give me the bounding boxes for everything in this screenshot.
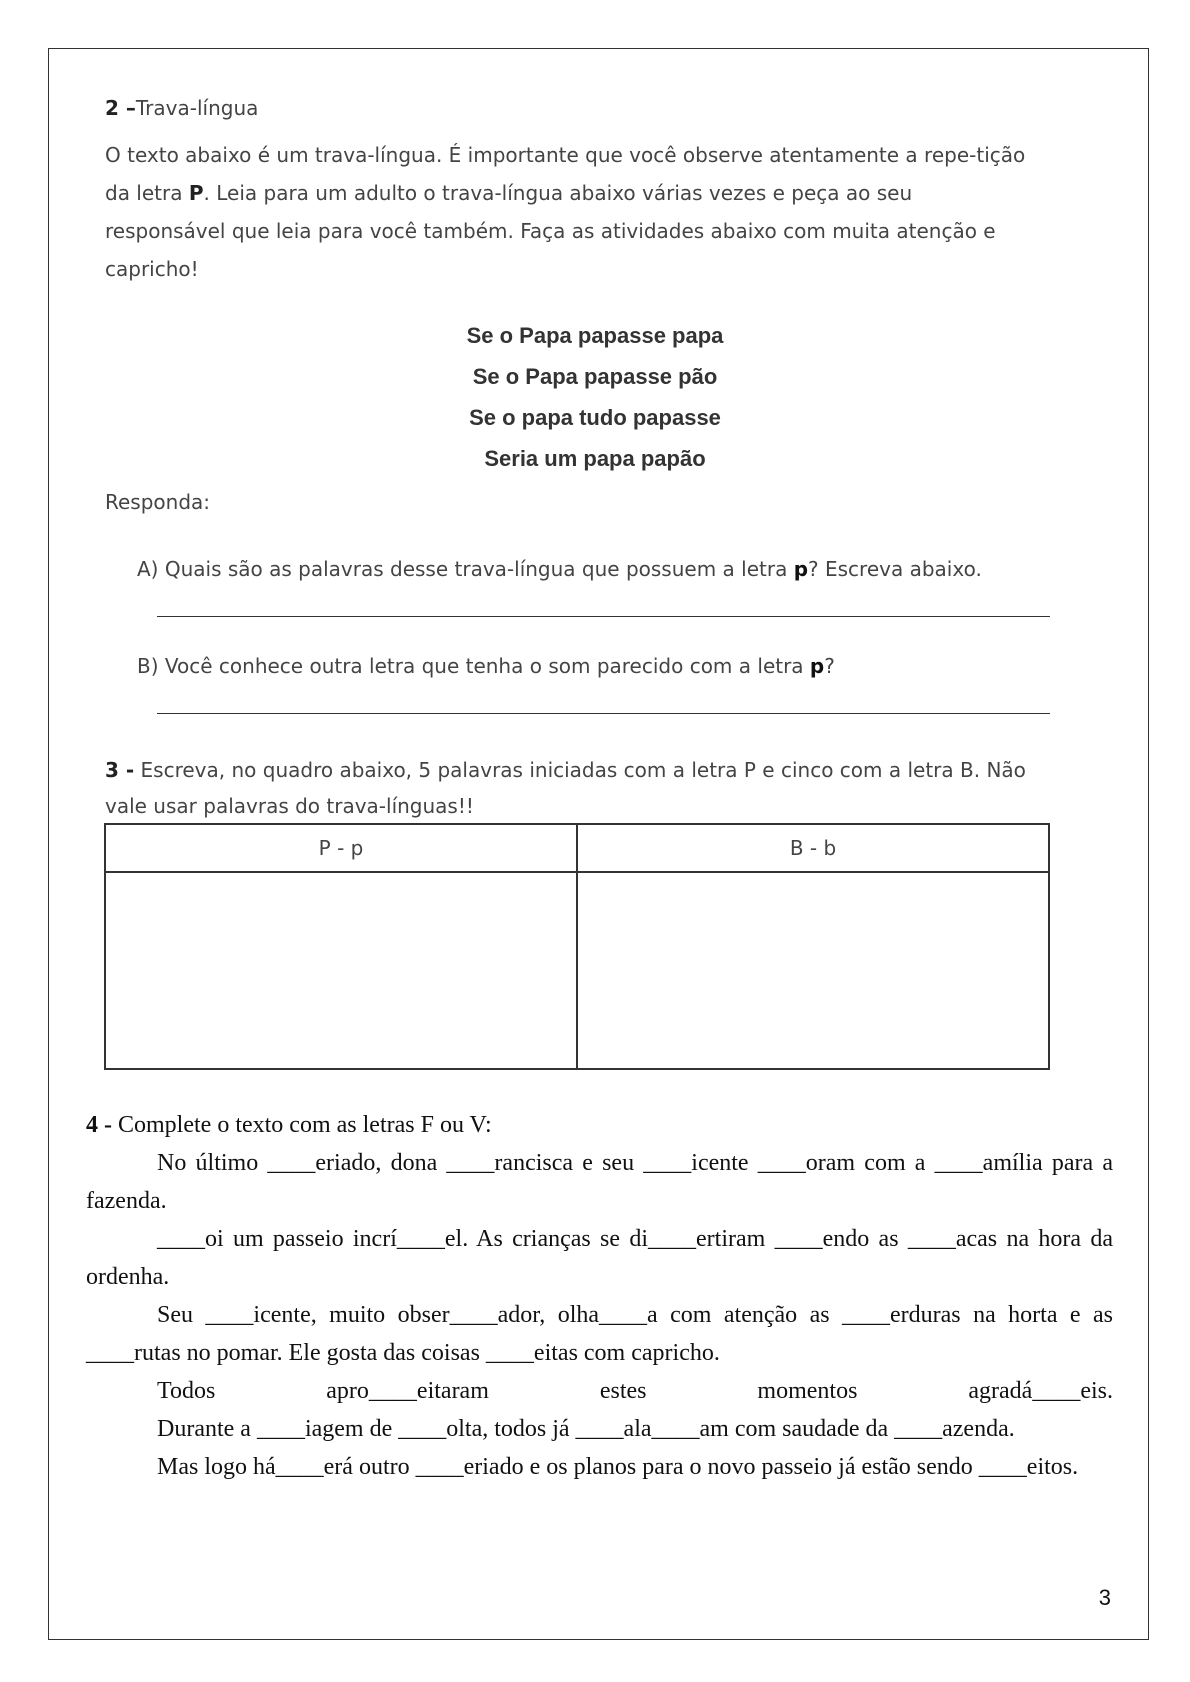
poem-line: Se o papa tudo papasse — [469, 405, 721, 430]
fill-paragraph: Seu ____icente, muito obser____ador, olha____a com atenção as ____erduras na horta e as ____rutas no pomar. Ele gosta das coisas ____eitas com capricho. — [86, 1302, 1113, 1366]
poem-line: Seria um papa papão — [484, 446, 706, 471]
question-b-text: B) Você conhece outra letra que tenha o som parecido com a letra — [137, 654, 810, 678]
question-b-end: ? — [824, 654, 835, 678]
fill-paragraph: No último ____eriado, dona ____rancisca e seu ____icente ____oram com a ____amília para a fazenda. — [86, 1150, 1113, 1214]
question-a-end: ? Escreva abaixo. — [808, 557, 982, 581]
intro-part-3: . Leia para um adulto o trava-língua abaixo várias vezes e peça ao seu responsável que leia para você também. Faça as atividades abaixo com muita atenção e capricho! — [105, 181, 996, 281]
poem-line: Se o Papa papasse papa — [466, 323, 724, 348]
fill-paragraph: Mas logo há____erá outro ____eriado e os planos para o novo passeio já estão sendo ____eitos. — [157, 1454, 1079, 1480]
question-2-intro — [105, 136, 1035, 288]
word-table-row — [105, 872, 1049, 1069]
answer-line-b[interactable] — [157, 713, 1050, 714]
question-a — [137, 557, 982, 581]
question-3-text: Escreva, no quadro abaixo, 5 palavras iniciadas com a letra P e cinco com a letra B. Não vale usar palavras do trava-línguas!! — [105, 758, 1026, 818]
answer-line-a[interactable] — [157, 616, 1050, 617]
question-2-title — [105, 96, 258, 120]
tongue-twister-poem — [0, 315, 1190, 479]
question-a-letter: p — [793, 557, 809, 581]
question-2-number: 2 – — [105, 96, 136, 120]
page-number: 3 — [1098, 1585, 1111, 1610]
question-3 — [105, 752, 1065, 824]
fill-paragraph: ____oi um passeio incrí____el. As crianças se di____ertiram ____endo as ____acas na hora da ordenha. — [86, 1226, 1113, 1290]
question-4-heading-text: Complete o texto com as letras F ou V: — [112, 1112, 492, 1138]
question-a-text: A) Quais são as palavras desse trava-língua que possuem a letra — [137, 557, 794, 581]
question-b-letter: p — [809, 654, 825, 678]
question-4-heading — [86, 1106, 1113, 1144]
column-header-b: B - b — [577, 824, 1049, 872]
question-4-number: 4 - — [86, 1112, 112, 1138]
fill-paragraph: Todos apro____eitaram estes momentos agradá____eis. — [157, 1378, 1113, 1404]
responda-label: Responda: — [105, 490, 211, 514]
intro-letter-p: P — [188, 181, 204, 205]
column-header-p: P - p — [105, 824, 577, 872]
word-table-header — [105, 824, 1049, 872]
cell-p-words[interactable] — [105, 872, 577, 1069]
cell-b-words[interactable] — [577, 872, 1049, 1069]
question-b — [137, 654, 835, 678]
fill-paragraph: Durante a ____iagem de ____olta, todos já ____ala____am com saudade da ____azenda. — [157, 1416, 1015, 1442]
question-2-title-text: Trava-língua — [135, 96, 259, 120]
question-4 — [86, 1106, 1113, 1486]
word-table — [104, 823, 1050, 1070]
poem-line: Se o Papa papasse pão — [472, 364, 718, 389]
question-3-number: 3 - — [105, 758, 135, 782]
intro-part-1: O texto abaixo é um trava-língua. É importante que você observe atentamente a repe-tição da letra — [105, 143, 1026, 205]
